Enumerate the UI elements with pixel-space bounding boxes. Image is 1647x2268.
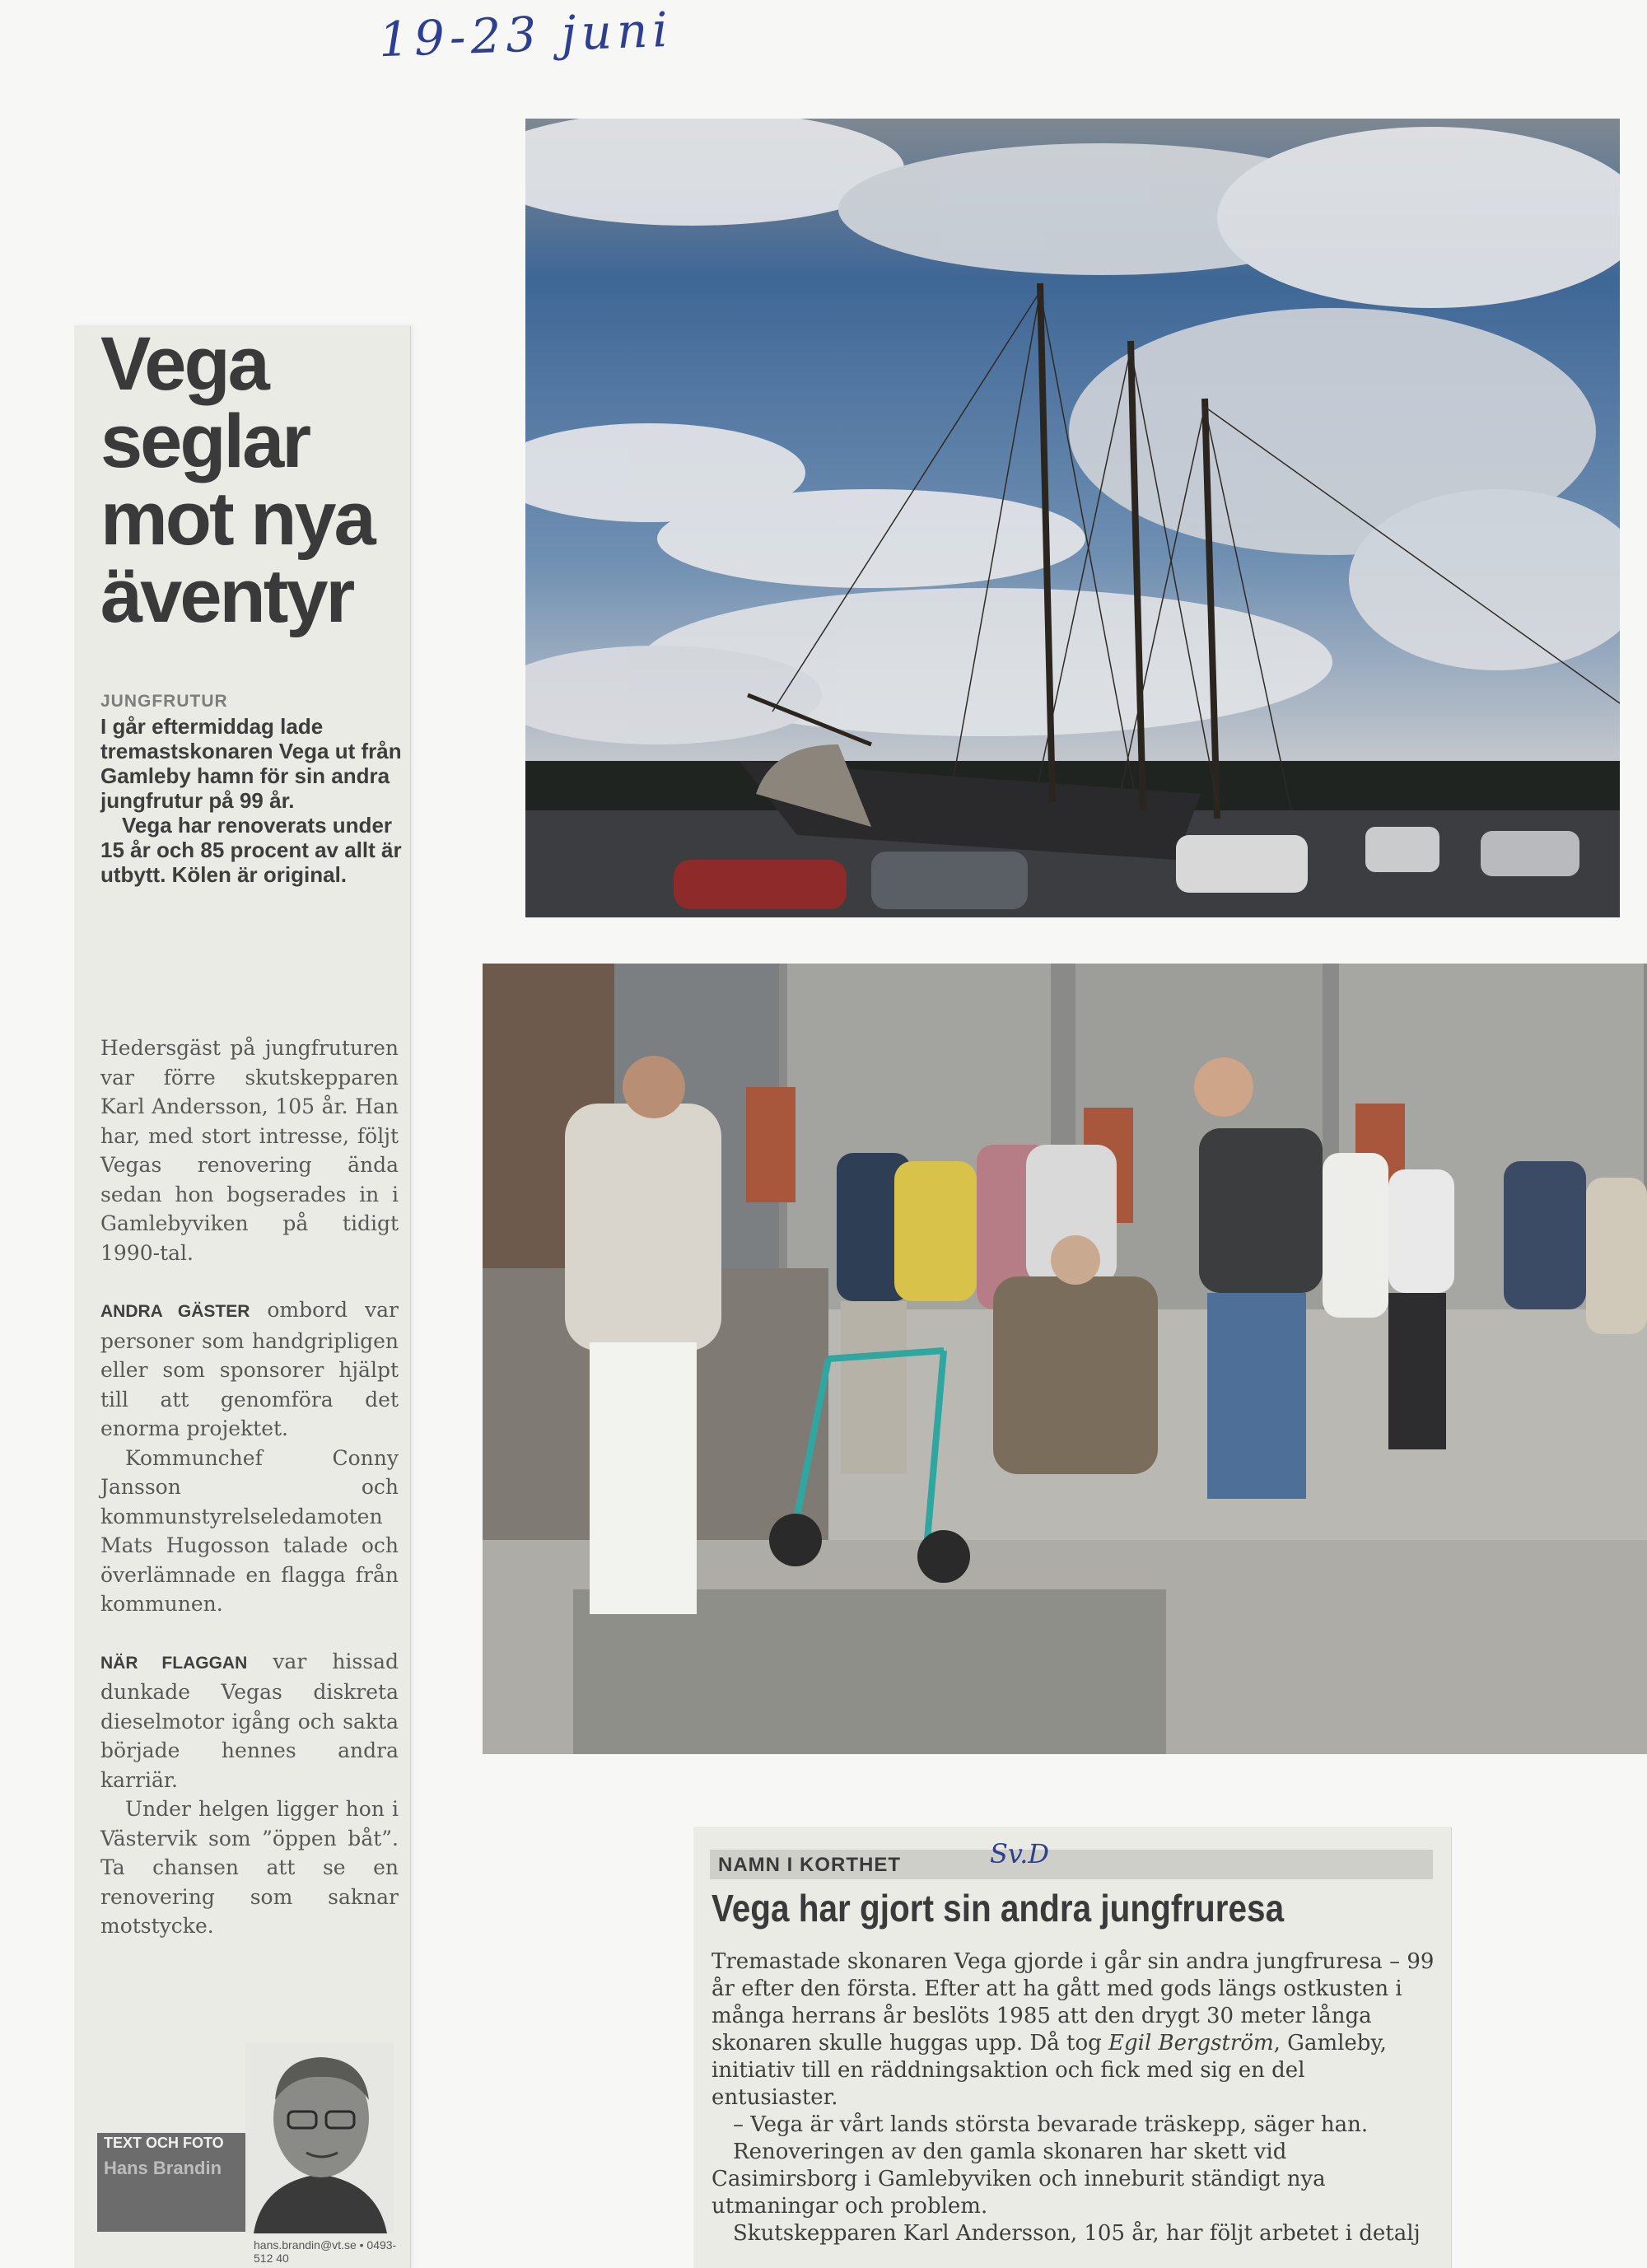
bottom-paragraph-1-text: Tremastade skonaren Vega gjorde i går sin andra jungfruresa – 99 år efter den första. Efter att ha gått med gods längs ostkusten i många herrans år beslöts 1985 att den drygt 30 meter långa skonaren skulle huggas upp. Då tog — [712, 1949, 1435, 2056]
lead-paragraph-2: Vega har renoverats under 15 år och 85 procent av allt är utbytt. Kölen är original. — [100, 813, 402, 887]
bottom-paragraph-3: Renoveringen av den gamla skonaren har skett vid Casimirsborg i Gamlebyviken och inneburit ständigt nya utmaningar och problem. — [712, 2140, 1326, 2219]
schooner-photo-image — [525, 119, 1620, 917]
left-article-headline: Vega seglar mot nya äventyr — [100, 325, 374, 638]
bottom-paragraph-4: Skutskepparen Karl Andersson, 105 år, har följt arbetet i detalj — [733, 2221, 1421, 2246]
byline — [97, 2133, 402, 2265]
byline-box — [97, 2133, 270, 2232]
bottom-article-headline: Vega har gjort sin andra jungfruresa — [712, 1887, 1285, 1930]
bottom-paragraph-1-end: , Gamleby, initiativ till en räddningsaktion och fick med sig en del entusiaster. — [712, 2031, 1387, 2110]
left-article-body — [100, 1034, 399, 1969]
schooner-photo — [525, 119, 1620, 917]
bottom-article-body — [712, 1948, 1436, 2247]
body-paragraph-5: Under helgen ligger hon i Västervik som ”öppen båt”. Ta chansen att se en renovering som saknar motstycke. — [100, 1797, 399, 1938]
byline-name: Hans Brandin — [104, 2158, 222, 2178]
crowd-photo — [483, 964, 1647, 1754]
section-label: NAMN I KORTHET — [718, 1854, 901, 1876]
section-bar — [710, 1838, 1433, 1879]
left-newspaper-clipping — [74, 325, 410, 2268]
handwritten-source-note: Sv.D — [990, 1838, 1050, 1869]
bottom-paragraph-1-name: Egil Bergström — [1108, 2031, 1274, 2056]
body-paragraph-3: Kommunchef Conny Jansson och kommunstyrelseledamoten Mats Hugosson talade och överlämnade en flagga från kommunen. — [100, 1445, 399, 1616]
byline-contact: hans.brandin@vt.se • 0493-512 40 — [254, 2238, 397, 2265]
body-paragraph-1: Hedersgäst på jungfruturen var förre skutskepparen Karl Andersson, 105 år. Han har, med stort intresse, följt Vegas renovering ända sedan hon bogserades in i Gamlebyviken på tidigt 1990-tal. — [100, 1036, 399, 1265]
crowd-photo-image — [483, 964, 1647, 1754]
lead-paragraph-1: I går eftermiddag lade tremastskonaren Vega ut från Gamleby hamn för sin andra jungfrutur på 99 år. — [100, 714, 402, 813]
bottom-paragraph-2: – Vega är vårt lands största bevarade träskepp, säger han. — [733, 2112, 1369, 2137]
body-paragraph-4 — [100, 1647, 399, 1795]
body-paragraph-4-caps: NÄR FLAGGAN — [100, 1653, 248, 1673]
author-portrait-image — [245, 2042, 394, 2233]
body-paragraph-2 — [100, 1295, 399, 1444]
handwritten-date: 19-23 juni — [377, 1, 674, 68]
byline-label: TEXT OCH FOTO — [104, 2135, 224, 2151]
left-article-kicker: JUNGFRUTUR — [100, 692, 228, 711]
bottom-paragraph-1 — [712, 1948, 1436, 2112]
body-paragraph-4-text: var hissad dunkade Vegas diskreta dieselmotor igång och sakta började hennes andra karriär. — [100, 1649, 399, 1792]
body-paragraph-2-text: ombord var personer som handgripligen eller som sponsorer hjälpt till att genomföra det enorma projektet. — [100, 1298, 399, 1440]
left-article-lead — [100, 714, 407, 887]
bottom-newspaper-clipping — [693, 1827, 1451, 2268]
body-paragraph-2-caps: ANDRA GÄSTER — [100, 1302, 250, 1321]
